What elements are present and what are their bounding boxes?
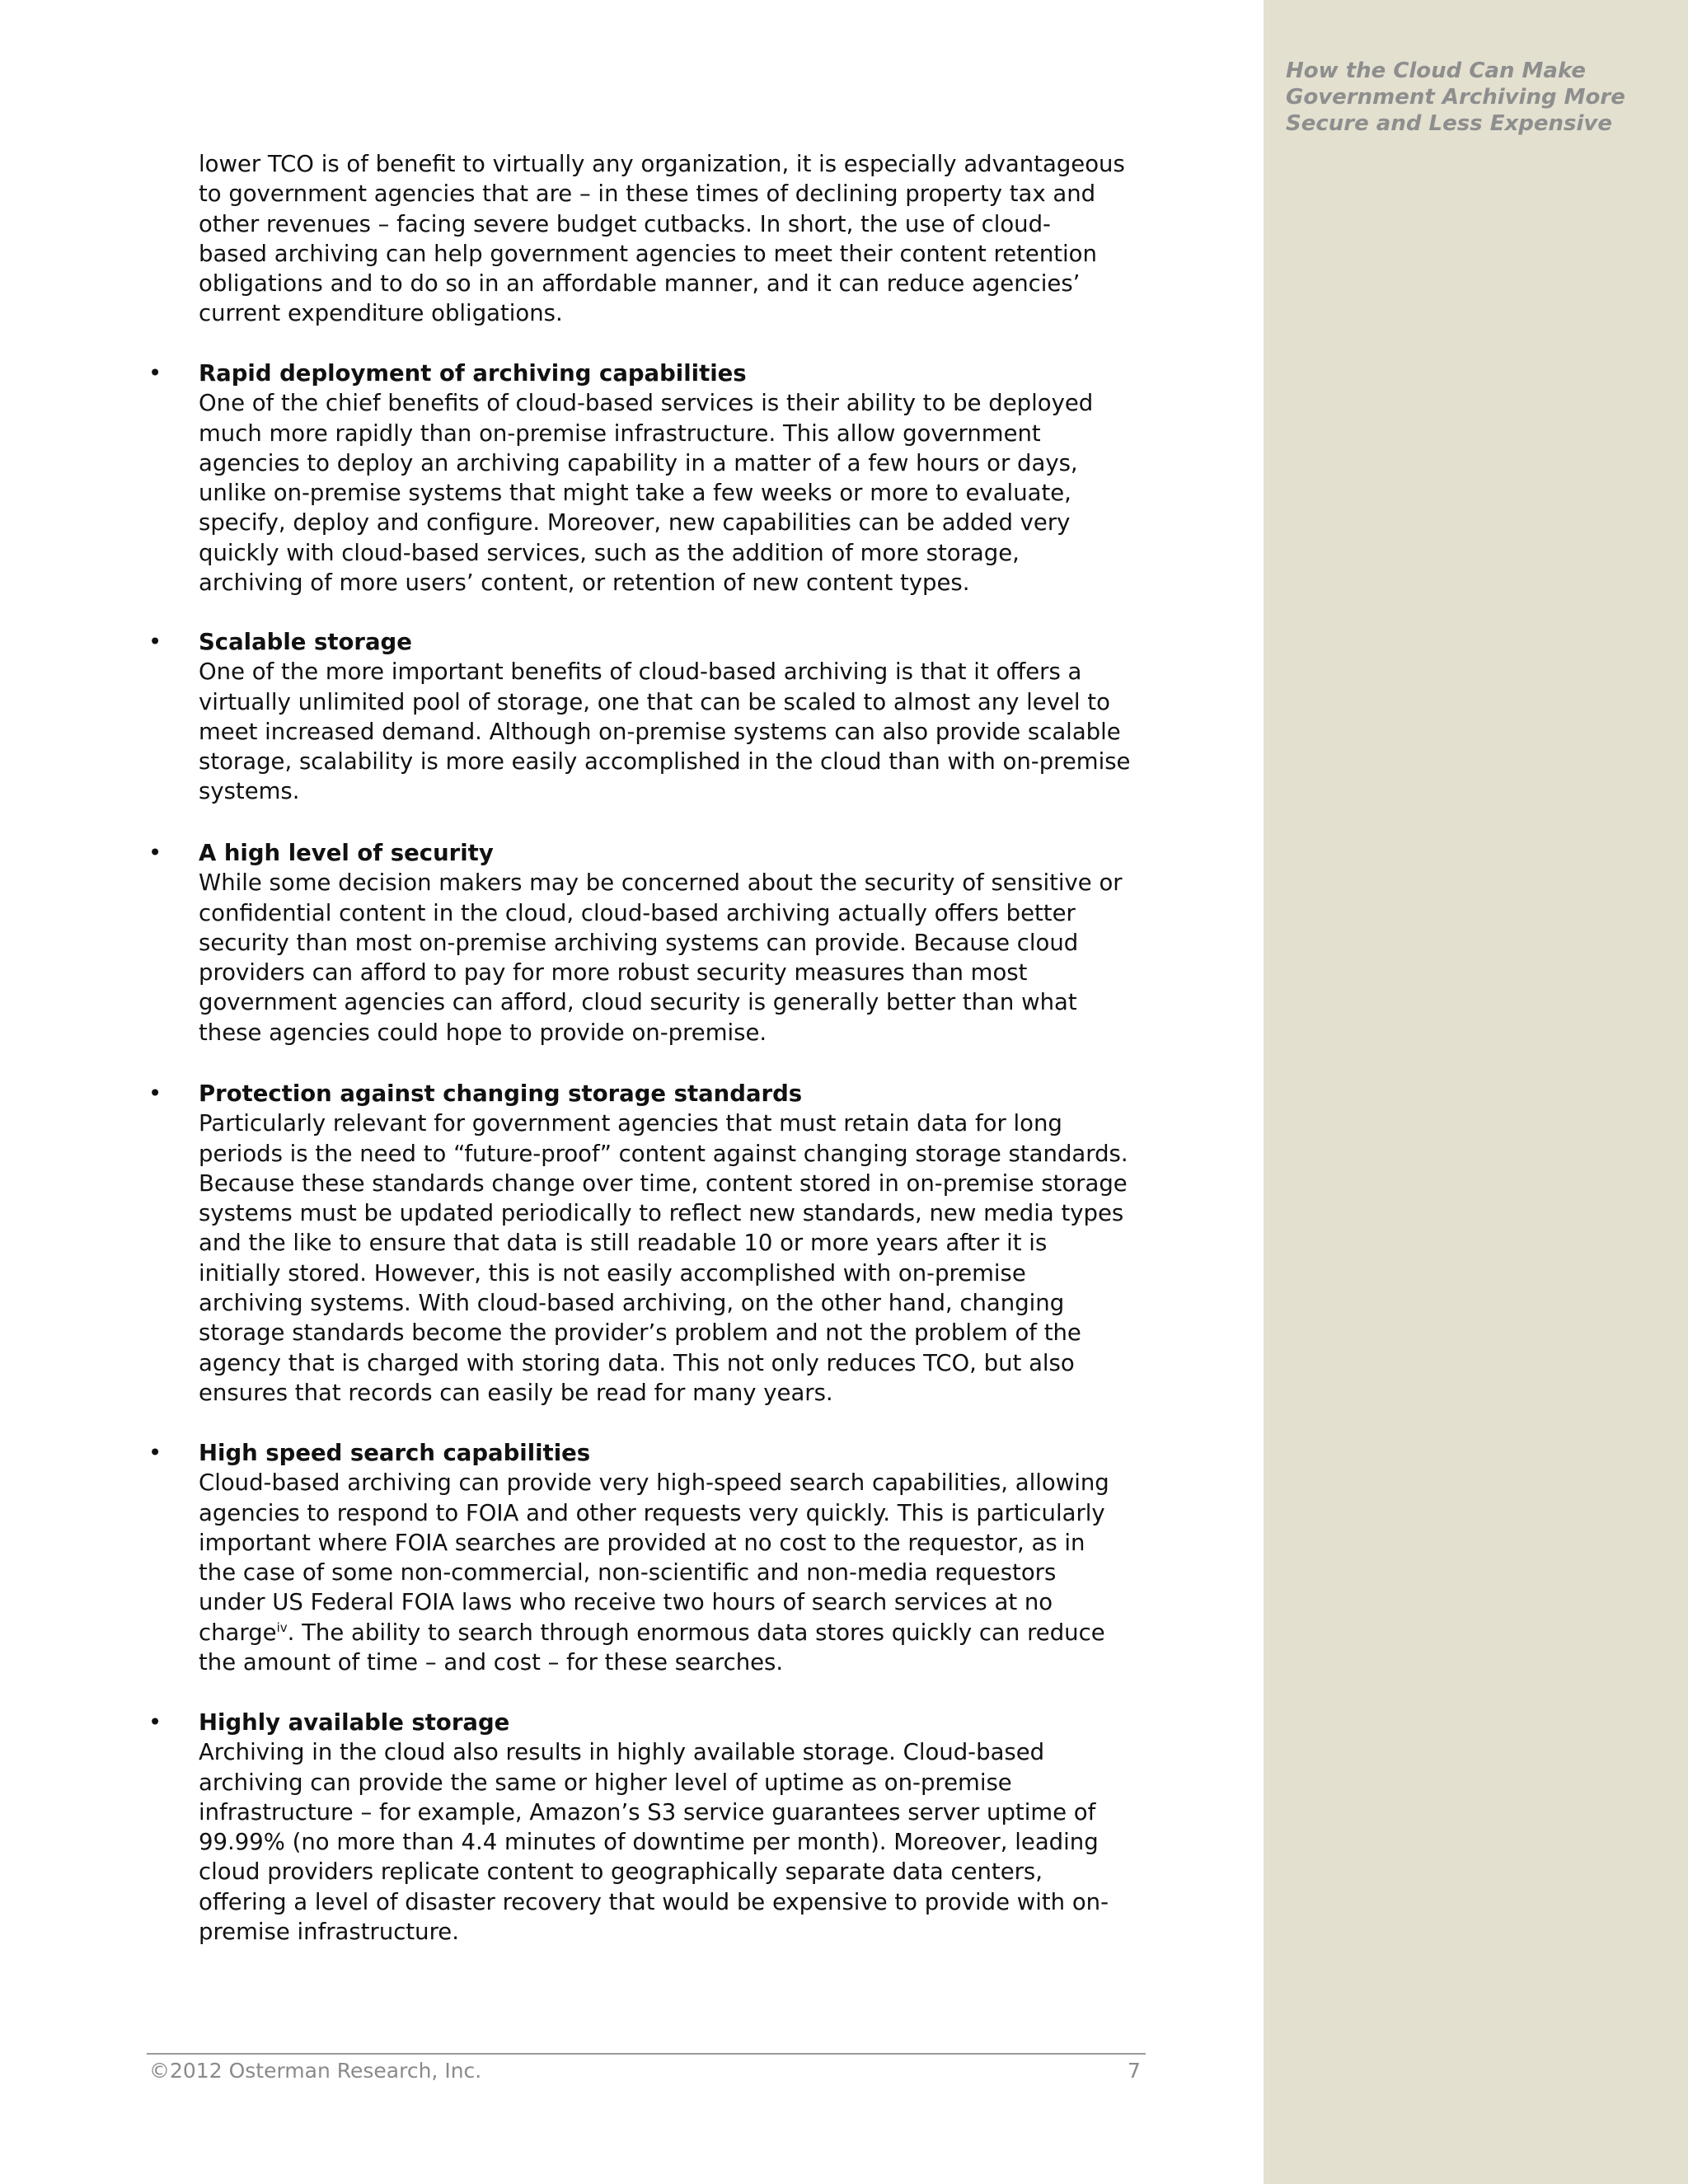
bullet-heading: Scalable storage (199, 629, 412, 655)
text-line: cloud providers replicate content to geographically separate data centers, (199, 1858, 1043, 1886)
bullet-item-storage-standards (199, 1079, 1128, 1408)
bullet-marker: • (148, 1709, 162, 1736)
endnote-marker: iv (276, 1619, 288, 1635)
text-line: premise infrastructure. (199, 1919, 459, 1946)
text-line: much more rapidly than on-premise infrastructure. This allow government (199, 419, 1041, 447)
text-line: important where FOIA searches are provided at no cost to the requestor, as in (199, 1529, 1085, 1556)
text-line: lower TCO is of benefit to virtually any organization, it is especially advantageous (199, 151, 1125, 177)
page-number: 7 (1128, 2059, 1141, 2083)
text-line: providers can afford to pay for more robust security measures than most (199, 959, 1028, 987)
text-line: other revenues – facing severe budget cutbacks. In short, the use of cloud- (199, 210, 1051, 237)
text-line: the amount of time – and cost – for these searches. (199, 1649, 784, 1676)
text-line: While some decision makers may be concerned about the security of sensitive or (199, 869, 1123, 897)
text-line: storage standards become the provider’s problem and not the problem of the (199, 1319, 1081, 1347)
text-line: ensures that records can easily be read for many years. (199, 1379, 833, 1406)
running-title-line: How the Cloud Can Make (1286, 59, 1586, 83)
text-line: confidential content in the cloud, cloud-based archiving actually offers better (199, 899, 1076, 926)
bullet-item-availability (199, 1708, 1109, 1947)
text-line: the case of some non-commercial, non-scientific and non-media requestors (199, 1559, 1057, 1586)
text-line: archiving of more users’ content, or retention of new content types. (199, 569, 970, 597)
running-title-line: Secure and Less Expensive (1286, 111, 1612, 136)
text-line: under US Federal FOIA laws who receive two hours of search services at no (199, 1589, 1053, 1616)
text-line: archiving can provide the same or higher level of uptime as on-premise (199, 1769, 1012, 1796)
bullet-item-rapid-deployment (199, 359, 1105, 598)
text-line: Particularly relevant for government agencies that must retain data for long (199, 1110, 1062, 1137)
bullet-heading: Highly available storage (199, 1709, 510, 1736)
text-line: agencies to deploy an archiving capability in a matter of a few hours or days, (199, 449, 1078, 476)
text-fragment: charge (199, 1619, 277, 1646)
text-line: infrastructure – for example, Amazon’s S3 service guarantees server uptime of (199, 1798, 1096, 1825)
bullet-item-scalable-storage (199, 627, 1131, 807)
text-line: systems must be updated periodically to reflect new standards, new media types (199, 1200, 1124, 1227)
sidebar-panel (1264, 0, 1688, 2184)
text-line: Cloud-based archiving can provide very high-speed search capabilities, allowing (199, 1469, 1109, 1497)
text-line: unlike on-premise systems that might take a few weeks or more to evaluate, (199, 480, 1071, 507)
footer-divider (147, 2053, 1146, 2055)
text-line (199, 1618, 1105, 1647)
bullet-item-search (199, 1438, 1109, 1677)
text-line: One of the more important benefits of cloud-based archiving is that it offers a (199, 658, 1082, 686)
intro-paragraph (199, 149, 1125, 329)
text-line: meet increased demand. Although on-premise systems can also provide scalable (199, 718, 1121, 745)
text-line: initially stored. However, this is not easily accomplished with on-premise (199, 1259, 1026, 1286)
text-line: these agencies could hope to provide on-premise. (199, 1019, 767, 1046)
text-line: obligations and to do so in an affordable manner, and it can reduce agencies’ (199, 270, 1081, 298)
text-line: offering a level of disaster recovery that would be expensive to provide with on- (199, 1888, 1109, 1915)
text-line: agency that is charged with storing data. This not only reduces TCO, but also (199, 1349, 1075, 1376)
text-line: specify, deploy and configure. Moreover, new capabilities can be added very (199, 509, 1071, 537)
text-line: systems. (199, 778, 300, 805)
text-line: government agencies can afford, cloud security is generally better than what (199, 989, 1077, 1016)
running-title-line: Government Archiving More (1286, 85, 1625, 110)
text-line: virtually unlimited pool of storage, one that can be scaled to almost any level to (199, 688, 1110, 715)
bullet-marker: • (148, 360, 162, 387)
bullet-heading: High speed search capabilities (199, 1440, 591, 1466)
bullet-marker: • (148, 629, 162, 655)
text-line: based archiving can help government agencies to meet their content retention (199, 240, 1097, 267)
bullet-heading: Rapid deployment of archiving capabilities (199, 360, 747, 387)
bullet-item-security (199, 838, 1123, 1047)
text-line: Archiving in the cloud also results in highly available storage. Cloud-based (199, 1739, 1045, 1766)
text-fragment: . The ability to search through enormous data stores quickly can reduce (287, 1619, 1105, 1646)
text-line: to government agencies that are – in these times of declining property tax and (199, 180, 1096, 208)
text-line: current expenditure obligations. (199, 300, 563, 327)
text-line: 99.99% (no more than 4.4 minutes of downtime per month). Moreover, leading (199, 1829, 1099, 1856)
footer-copyright: ©2012 Osterman Research, Inc. (149, 2059, 482, 2083)
bullet-marker: • (148, 1440, 162, 1466)
text-line: storage, scalability is more easily accomplished in the cloud than with on-premise (199, 748, 1131, 776)
bullet-marker: • (148, 1080, 162, 1107)
text-line: One of the chief benefits of cloud-based services is their ability to be deployed (199, 390, 1094, 417)
text-line: and the like to ensure that data is still readable 10 or more years after it is (199, 1230, 1048, 1257)
text-line: periods is the need to “future-proof” content against changing storage standards. (199, 1140, 1128, 1167)
text-line: security than most on-premise archiving systems can provide. Because cloud (199, 929, 1079, 956)
text-line: Because these standards change over time, content stored in on-premise storage (199, 1169, 1128, 1197)
bullet-heading: A high level of security (199, 840, 494, 866)
text-line: quickly with cloud-based services, such as the addition of more storage, (199, 539, 1020, 566)
bullet-marker: • (148, 840, 162, 866)
bullet-heading: Protection against changing storage standards (199, 1080, 803, 1107)
running-title (1286, 58, 1648, 137)
text-line: archiving systems. With cloud-based archiving, on the other hand, changing (199, 1290, 1065, 1317)
text-line: agencies to respond to FOIA and other requests very quickly. This is particularly (199, 1499, 1105, 1526)
